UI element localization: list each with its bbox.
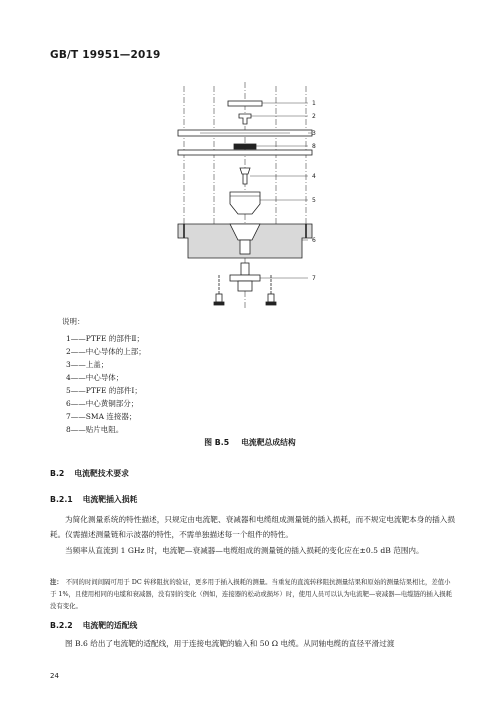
- callout-7: 7: [312, 275, 316, 282]
- note-text: 不同的时间间隔可用于 DC 转移阻抗的验证，更多用于插入损耗的测量。当重复的直流转移阻抗测量结果和原始的测量结果相比，差值小于 1%，且使用相同的电缆和衰减器，没有别的变化（例如，连接器的松动或损坏）时，使用人员可以认为电流靶—衰减器—电缆链的插入损耗没有变化。: [50, 578, 452, 610]
- figure-caption-number: 图 B.5: [204, 438, 230, 447]
- callout-1: 1: [312, 100, 316, 107]
- callout-8: 8: [312, 143, 316, 150]
- part-2-conductor-top: [239, 114, 251, 124]
- part-8-chip-resistor: [234, 144, 256, 149]
- legend-item: 4——中心导体；: [66, 373, 124, 382]
- callout-5: 5: [312, 197, 316, 204]
- standard-code: GB/T 19951—2019: [50, 49, 161, 61]
- page-number: 24: [50, 672, 59, 680]
- legend-item: 7——SMA 连接器；: [66, 412, 137, 421]
- legend-item: 6——中心黄铜部分；: [66, 399, 139, 408]
- legend-item: 3——上盖；: [66, 360, 109, 369]
- part-5-ptfe-i: [230, 192, 260, 214]
- paragraph-b21-2: 当频率从直流到 1 GHz 时，电流靶—衰减器—电缆组成的测量链的插入损耗的变化应在±0.5 dB 范围内。: [65, 546, 424, 555]
- section-heading-b2: B.2 电流靶技术要求: [50, 469, 129, 478]
- legend-item: 5——PTFE 的部件Ⅰ；: [66, 386, 142, 395]
- figure-caption: [0, 437, 500, 448]
- callout-6: 6: [312, 237, 316, 244]
- paragraph-b22-1: 图 B.6 给出了电流靶的适配线，用于连接电流靶的输入和 50 Ω 电缆。从同轴电缆的直径平滑过渡: [65, 639, 395, 648]
- legend-title: 说明：: [62, 317, 85, 326]
- callout-2: 2: [312, 113, 316, 120]
- section-heading-b21: B.2.1 电流靶插入损耗: [50, 495, 138, 504]
- section-heading-b22: B.2.2 电流靶的适配线: [50, 621, 138, 630]
- legend-item: 2——中心导体的上部；: [66, 347, 146, 356]
- legend-item: 1——PTFE 的部件Ⅱ；: [66, 334, 144, 343]
- figure-caption-title: 电流靶总成结构: [241, 438, 296, 447]
- part-4-center-conductor: [240, 168, 250, 184]
- callout-3: 3: [312, 130, 316, 137]
- paragraph-b21-1: 为简化测量系统的特性描述，只规定由电流靶、衰减器和电缆组成测量链的插入损耗，而不规定电流靶本身的插入损耗。仪需描述测量链和示波器的特性，不需单独描述每一个组件的特性。: [50, 515, 455, 539]
- part-7-sma-connector: [241, 263, 249, 275]
- part-1-ptfe-ii: [228, 101, 262, 106]
- legend-item: 8——贴片电阻。: [66, 425, 124, 434]
- current-target-assembly-drawing: [170, 80, 350, 320]
- callout-4: 4: [312, 173, 316, 180]
- note-b21: [50, 576, 455, 612]
- legend-list: [66, 332, 146, 436]
- note-label: 注：: [50, 578, 63, 586]
